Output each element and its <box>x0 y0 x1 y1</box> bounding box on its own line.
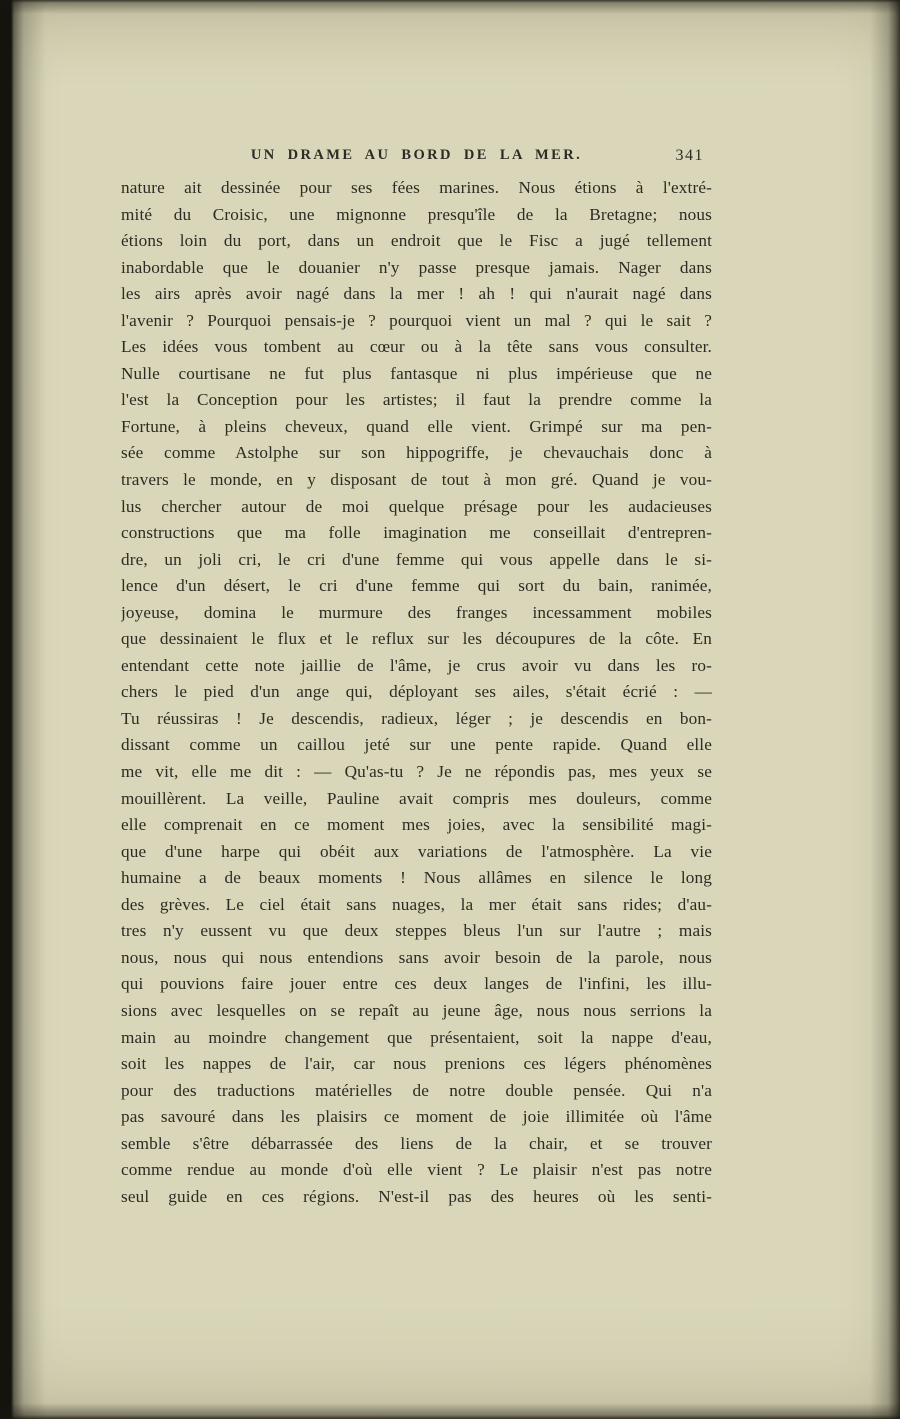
text-line: Les idées vous tombent au cœur ou à la tête sans vous consulter. <box>121 337 712 357</box>
text-line: me vit, elle me dit : — Qu'as-tu ? Je ne répondis pas, mes yeux se <box>121 762 712 782</box>
text-line: nous, nous qui nous entendions sans avoir besoin de la parole, nous <box>121 947 712 967</box>
text-line: soit les nappes de l'air, car nous prenions ces légers phénomènes <box>121 1054 712 1074</box>
text-line: sée comme Astolphe sur son hippogriffe, je chevauchais donc à <box>121 443 712 463</box>
text-line: semble s'être débarrassée des liens de la chair, et se trouver <box>121 1133 712 1153</box>
text-line: main au moindre changement que présentaient, soit la nappe d'eau, <box>121 1027 712 1047</box>
scan-edge-shadow-bottom <box>0 1403 900 1419</box>
text-line: l'est la Conception pour les artistes; il faut la prendre comme la <box>121 390 712 410</box>
page-number: 341 <box>675 147 704 164</box>
text-line: que d'une harpe qui obéit aux variations de l'atmosphère. La vie <box>121 841 712 861</box>
text-line: l'avenir ? Pourquoi pensais-je ? pourquoi vient un mal ? qui le sait ? <box>121 310 712 330</box>
text-line: entendant cette note jaillie de l'âme, je crus avoir vu dans les ro- <box>121 655 712 675</box>
text-line: les airs après avoir nagé dans la mer ! ah ! qui n'aurait nagé dans <box>121 284 712 304</box>
text-line: chers le pied d'un ange qui, déployant ses ailes, s'était écrié : — <box>121 682 712 702</box>
body-text <box>121 175 712 1210</box>
text-line: tres n'y eussent vu que deux steppes bleus l'un sur l'autre ; mais <box>121 921 712 941</box>
text-line: que dessinaient le flux et le reflux sur les découpures de la côte. En <box>121 629 712 649</box>
text-line: qui pouvions faire jouer entre ces deux langes de l'infini, les illu- <box>121 974 712 994</box>
text-line: sions avec lesquelles on se repaît au jeune âge, nous nous serrions la <box>121 1000 712 1020</box>
page-header <box>121 147 712 171</box>
scan-edge-shadow-top <box>0 0 900 14</box>
text-line: lus chercher autour de moi quelque présage pour les audacieuses <box>121 496 712 516</box>
text-line: nature ait dessinée pour ses fées marines. Nous étions à l'extré- <box>121 178 712 197</box>
text-line: elle comprenait en ce moment mes joies, avec la sensibilité magi- <box>121 815 712 835</box>
text-line: des grèves. Le ciel était sans nuages, la mer était sans rides; d'au- <box>121 894 712 914</box>
running-title: UN DRAME AU BORD DE LA MER. <box>250 147 583 163</box>
text-line: pas savouré dans les plaisirs ce moment de joie illimitée où l'âme <box>121 1107 712 1127</box>
text-line: dissant comme un caillou jeté sur une pente rapide. Quand elle <box>121 735 712 755</box>
text-line: pour des traductions matérielles de notre double pensée. Qui n'a <box>121 1080 712 1100</box>
text-line: constructions que ma folle imagination me conseillait d'entrepren- <box>121 523 712 543</box>
text-line: joyeuse, domina le murmure des franges incessamment mobiles <box>121 602 712 622</box>
text-line: humaine a de beaux moments ! Nous allâmes en silence le long <box>121 868 712 888</box>
text-line: travers le monde, en y disposant de tout à mon gré. Quand je vou- <box>121 470 712 490</box>
text-line: Fortune, à pleins cheveux, quand elle vient. Grimpé sur ma pen- <box>121 416 712 436</box>
text-line: Tu réussiras ! Je descendis, radieux, léger ; je descendis en bon- <box>121 708 712 728</box>
text-line: dre, un joli cri, le cri d'une femme qui vous appelle dans le si- <box>121 549 712 569</box>
text-line: lence d'un désert, le cri d'une femme qui sort du bain, ranimée, <box>121 576 712 596</box>
scan-edge-shadow-right <box>870 0 900 1419</box>
text-line: mité du Croisic, une mignonne presqu'île de la Bretagne; nous <box>121 204 712 224</box>
text-line: étions loin du port, dans un endroit que le Fisc a jugé tellement <box>121 231 712 251</box>
text-line: seul guide en ces régions. N'est-il pas des heures où les senti- <box>121 1186 712 1206</box>
scan-edge-shadow-left <box>0 0 46 1419</box>
text-line: comme rendue au monde d'où elle vient ? Le plaisir n'est pas notre <box>121 1160 712 1180</box>
text-line: mouillèrent. La veille, Pauline avait compris mes douleurs, comme <box>121 788 712 808</box>
text-line: Nulle courtisane ne fut plus fantasque ni plus impérieuse que ne <box>121 363 712 383</box>
text-line: inabordable que le douanier n'y passe presque jamais. Nager dans <box>121 257 712 277</box>
